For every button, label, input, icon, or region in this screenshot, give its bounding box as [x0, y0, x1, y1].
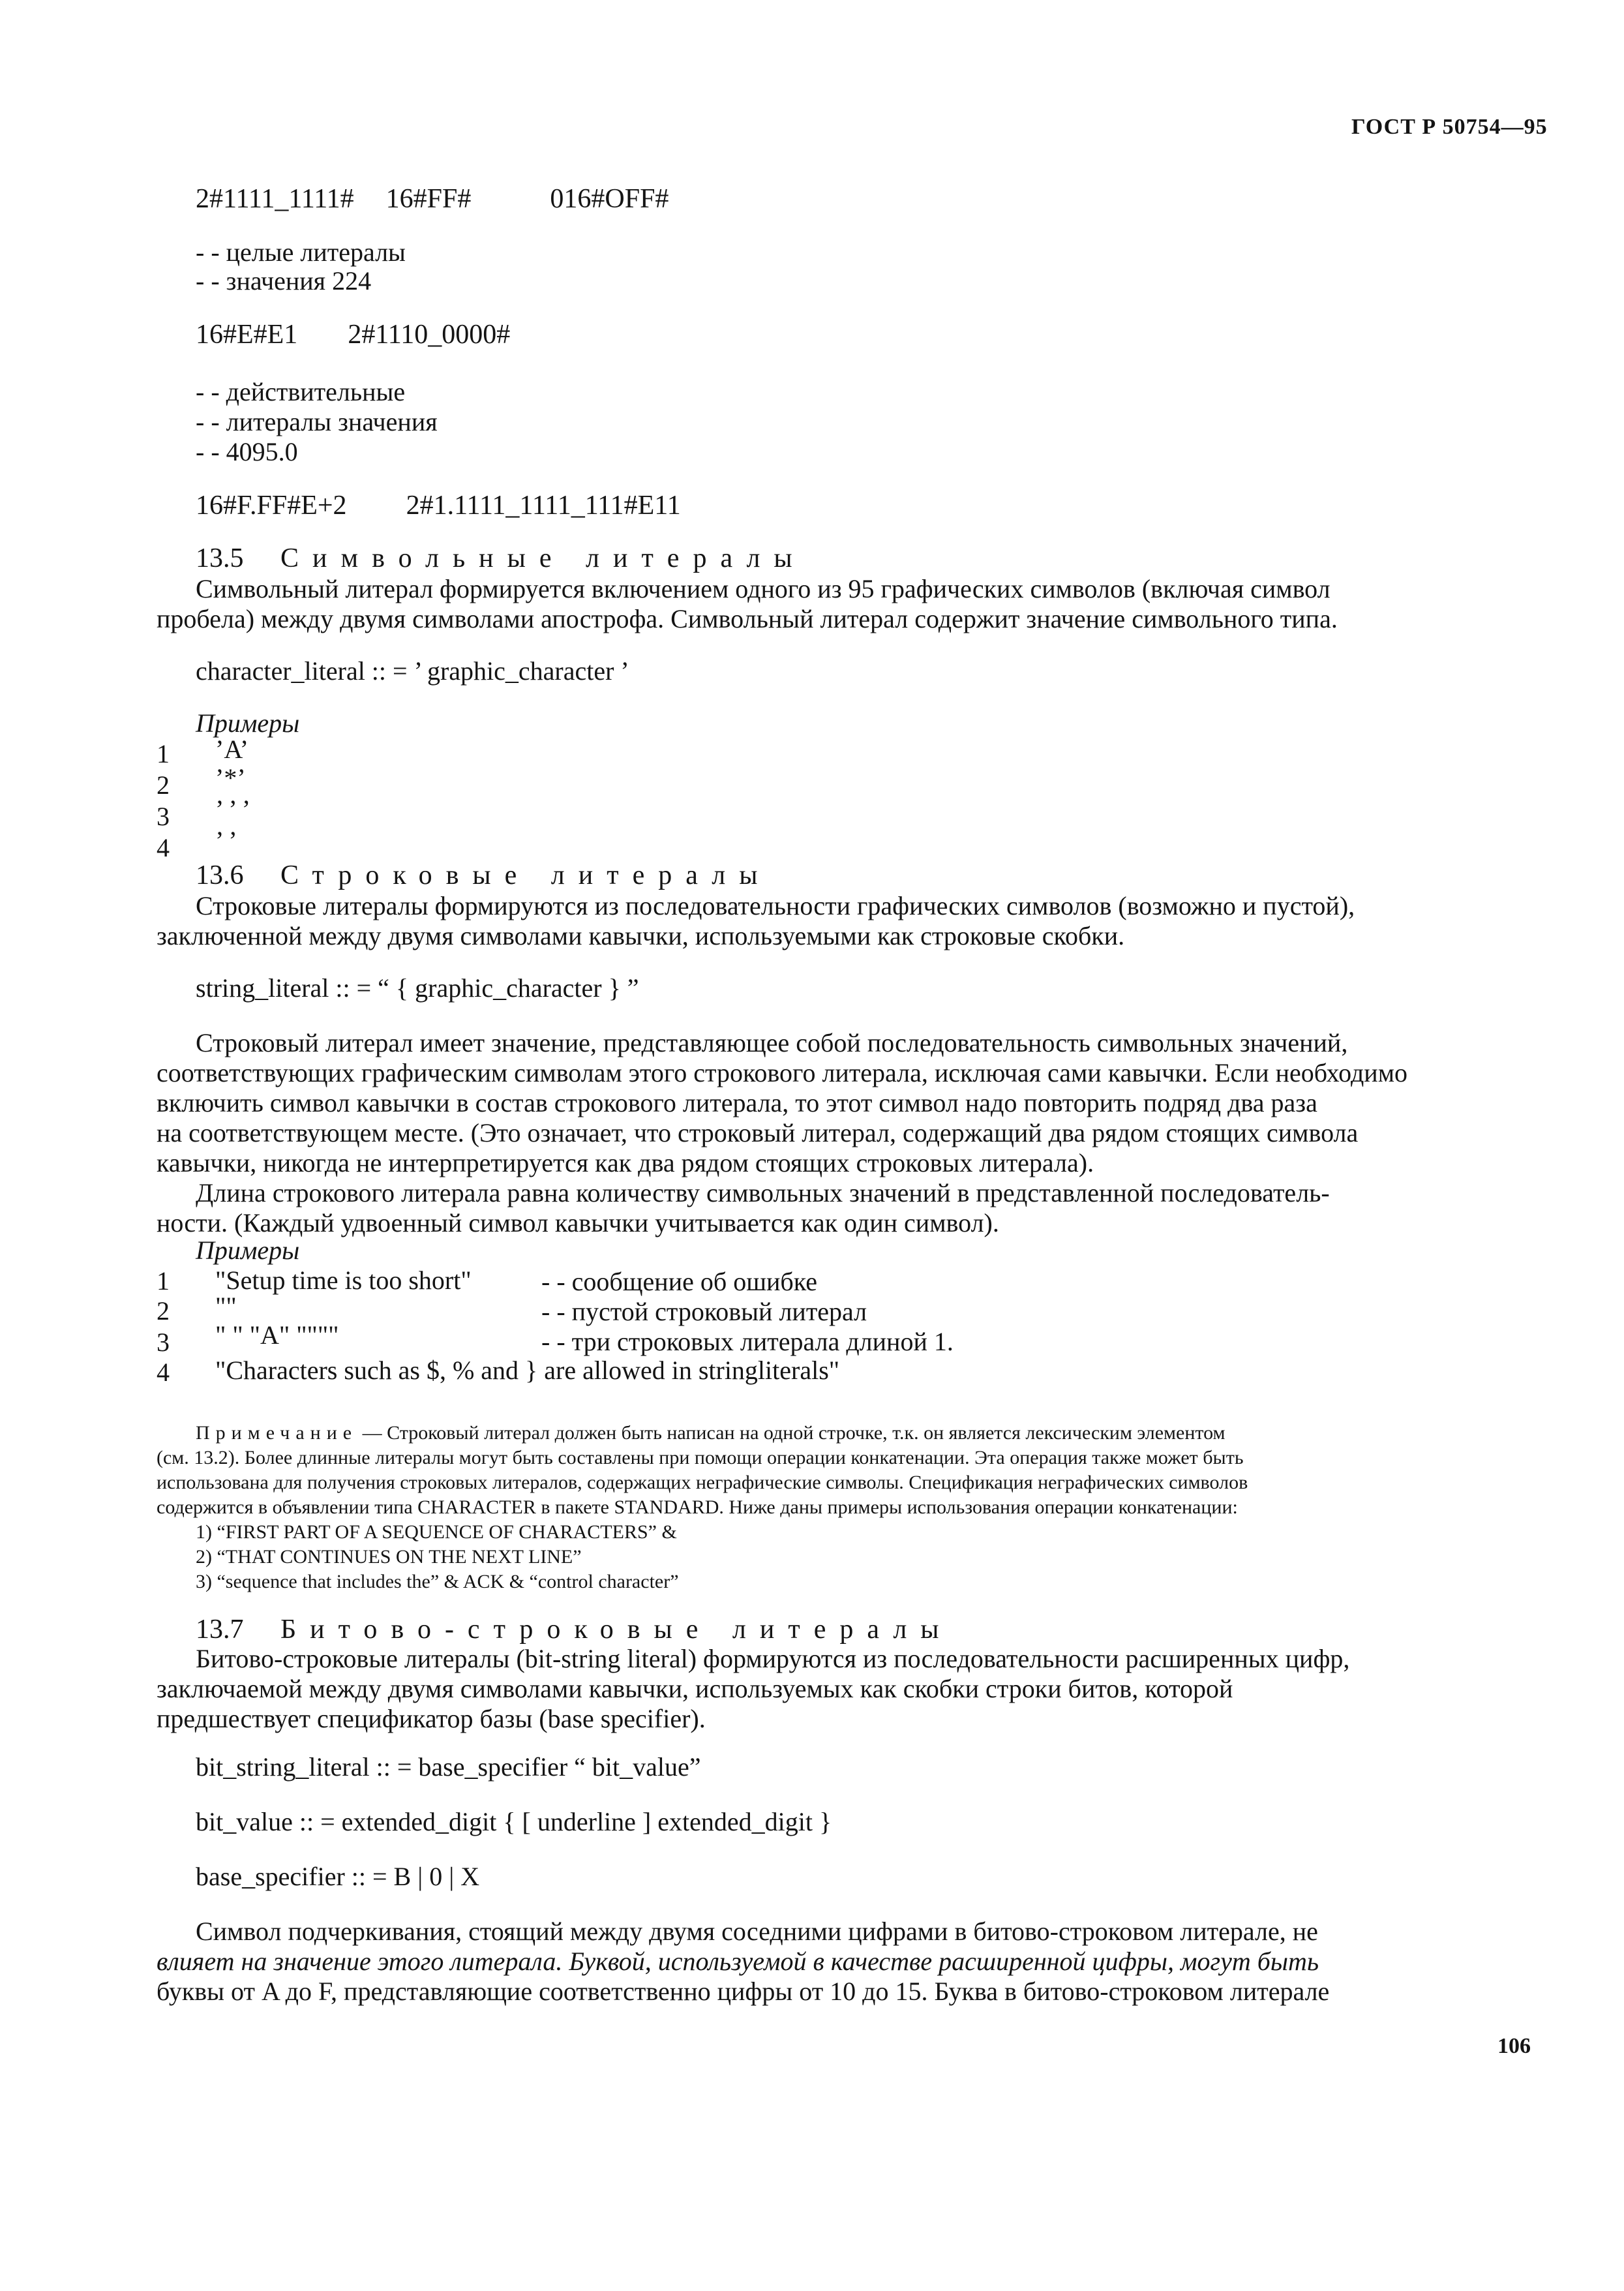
example-number: 3: [157, 1328, 170, 1357]
syntax-rule: character_literal :: = ’ graphic_character ’: [196, 656, 629, 686]
syntax-rule: base_specifier :: = B | 0 | X: [196, 1862, 480, 1891]
code-comment: - - литералы значения: [196, 407, 438, 436]
example-number: 3: [157, 802, 170, 831]
code-literal: 16#FF#: [385, 184, 472, 214]
syntax-rule: bit_string_literal :: = base_specifier “ bit_value”: [196, 1752, 701, 1782]
example-string-literal: "": [215, 1292, 237, 1321]
example-number: 1: [157, 739, 170, 768]
code-line: [196, 491, 681, 521]
example-literal: ’ ’: [215, 826, 237, 855]
example-string-literal: " " "A" """": [215, 1320, 339, 1350]
code-literal: 16#E#E1: [196, 320, 298, 350]
page-number: 106: [1497, 2034, 1531, 2058]
example-comment: - - три строковых литерала длиной 1.: [541, 1327, 954, 1356]
example-number: 2: [157, 770, 170, 800]
paragraph: Битово-строковые литералы (bit-string literal) формируются из последовательности расширенных цифр, заключаемой между двумя символами кавычки, используемых как скобки строки битов, которой предшествует спецификатор базы (base specifier).: [157, 1644, 1350, 1733]
example-comment: - - пустой строковый литерал: [541, 1297, 867, 1326]
paragraph: Строковые литералы формируются из последовательности графических символов (возможно и пустой), заключенной между двумя символами кавычки, используемыми как строковые скобки.: [157, 891, 1355, 950]
code-literal: 2#1111_1111#: [196, 184, 354, 214]
code-comment: - - значения 224: [196, 266, 372, 296]
example-string-literal: "Characters such as $, % and } are allowed in stringliterals": [215, 1356, 840, 1385]
paragraph: Длина строкового литерала равна количеству символьных значений в представленной последователь- ности. (Каждый удвоенный символ кавычки учитывается как один символ).: [157, 1178, 1330, 1237]
code-literal: 16#F.FF#E+2: [196, 491, 347, 521]
paragraph: Символьный литерал формируется включением одного из 95 графических символов (включая символ пробела) между двумя символами апострофа. Символьный литерал содержит значение символьного типа.: [157, 574, 1338, 633]
syntax-rule: bit_value :: = extended_digit { [ underline ] extended_digit }: [196, 1807, 832, 1836]
note-item: 3) “sequence that includes the” & ACK & “control character”: [196, 1571, 679, 1592]
code-comment: - - 4095.0: [196, 437, 298, 466]
examples-label: Примеры: [196, 708, 300, 738]
example-number: 2: [157, 1296, 170, 1326]
section-heading-13-6: 13.6 Строковые литералы: [196, 860, 772, 890]
example-literal: ’A’: [215, 735, 249, 764]
document-code-header: ГОСТ Р 50754—95: [1351, 115, 1548, 139]
code-comment: - - действительные: [196, 377, 406, 406]
code-literal: 2#1110_0000#: [348, 320, 511, 350]
example-literal: ’ ’ ’: [215, 795, 251, 824]
syntax-rule: string_literal :: = “ { graphic_character } ”: [196, 973, 639, 1003]
note-block: Примечание — Строковый литерал должен быть написан на одной строчке, т.к. он является лексическим элементом (см. 13.2). Более длинные литералы могут быть составлены при помощи операции конкатенации. Эта операция также может быть использована для получения строковых литералов, содержащих неграфические символы. Спецификация неграфических символов содержится в объявлении типа CHARACTER в пакете STANDARD. Ниже даны примеры использования операции конкатенации: 1) “FIRST PART OF A SEQUENCE OF CHARACTERS” & 2) “THAT CONTINUES ON THE NEXT LINE” 3) “sequence that includes the” & ACK & “control character”: [196, 1421, 1546, 1594]
code-line: [196, 320, 510, 350]
note-item: 2) “THAT CONTINUES ON THE NEXT LINE”: [196, 1546, 582, 1568]
paragraph: Строковый литерал имеет значение, представляющее собой последовательность символьных значений, соответствующих графическим символам этого строкового литерала, исключая сами кавычки. Если необходимо включить символ кавычки в состав строкового литерала, то этот символ надо повторить подряд два раза на соответствующем месте. (Это означает, что строковый литерал, содержащий два рядом стоящих символа кавычки, никогда не интерпретируется как два рядом стоящих строковых литерала).: [157, 1028, 1408, 1177]
section-heading-13-7: 13.7 Битово-строковые литералы: [196, 1615, 953, 1645]
example-comment: - - сообщение об ошибке: [541, 1267, 817, 1296]
section-heading-13-5: 13.5 Символьные литералы: [196, 543, 806, 573]
examples-label: Примеры: [196, 1236, 300, 1265]
example-number: 4: [157, 1358, 170, 1387]
note-label: Примечание: [196, 1422, 358, 1444]
example-string-literal: "Setup time is too short": [215, 1266, 472, 1295]
code-line: [196, 184, 669, 214]
example-number: 1: [157, 1266, 170, 1296]
example-number: 4: [157, 833, 170, 862]
code-comment: - - целые литералы: [196, 237, 406, 267]
code-literal: 2#1.1111_1111_111#E11: [406, 491, 681, 521]
paragraph: Символ подчеркивания, стоящий между двумя соседними цифрами в битово-строковом литерале, не влияет на значение этого литерала. Буквой, используемой в качестве расширенной цифры, могут быть буквы от A до F, представляющие соответственно цифры от 10 до 15. Буква в битово-строковом литерале: [157, 1917, 1330, 2006]
code-literal: 016#OFF#: [550, 184, 669, 214]
example-literal: ’*’: [215, 763, 246, 793]
note-item: 1) “FIRST PART OF A SEQUENCE OF CHARACTERS” &: [196, 1521, 677, 1543]
